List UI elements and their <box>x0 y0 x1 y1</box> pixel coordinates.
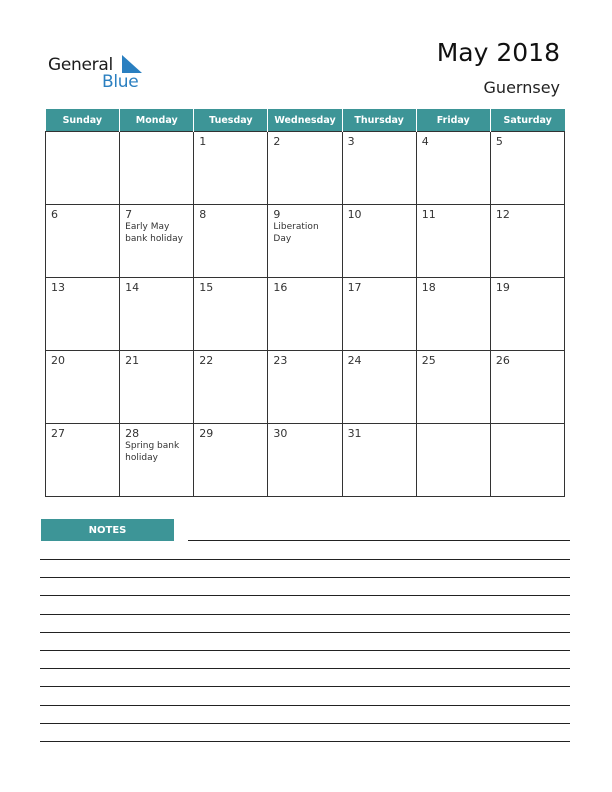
notes-rule-line <box>188 540 570 541</box>
week-row <box>46 424 565 497</box>
day-cell <box>342 132 416 205</box>
day-number: 30 <box>273 427 288 440</box>
day-cell <box>268 424 342 497</box>
notes-rule-line <box>40 614 570 615</box>
day-number: 22 <box>199 354 214 367</box>
day-cell <box>120 205 194 278</box>
day-number: 5 <box>495 135 503 148</box>
day-number: 27 <box>51 427 65 440</box>
weekday-header: Saturday <box>490 109 564 132</box>
day-number: 11 <box>421 208 436 221</box>
day-cell <box>416 132 490 205</box>
day-cell <box>342 424 416 497</box>
weekday-header: Monday <box>120 109 194 132</box>
day-number: 25 <box>421 354 436 367</box>
day-cell <box>46 205 120 278</box>
day-cell <box>416 205 490 278</box>
holiday-label: Liberation Day <box>273 222 319 244</box>
notes-rule-line <box>40 741 570 742</box>
day-cell <box>46 132 120 205</box>
day-cell <box>342 205 416 278</box>
day-number: 29 <box>199 427 214 440</box>
day-cell <box>342 278 416 351</box>
notes-rule-line <box>40 559 570 560</box>
day-cell <box>342 351 416 424</box>
notes-rule-line <box>40 668 570 669</box>
day-number: 1 <box>199 135 207 148</box>
day-cell <box>490 278 564 351</box>
week-row <box>46 351 565 424</box>
day-cell <box>46 351 120 424</box>
logo-triangle-icon <box>122 55 142 73</box>
weekday-header: Tuesday <box>194 109 268 132</box>
day-number: 14 <box>125 281 140 294</box>
month-calendar-grid <box>45 109 565 497</box>
day-number: 24 <box>347 354 362 367</box>
day-number: 6 <box>51 208 58 221</box>
weekday-header: Sunday <box>46 109 120 132</box>
holiday-label: Early May bank holiday <box>125 222 183 244</box>
day-cell <box>194 278 268 351</box>
notes-rule-line <box>40 577 570 578</box>
day-cell <box>490 424 564 497</box>
day-cell <box>194 424 268 497</box>
general-blue-logo <box>48 52 158 94</box>
notes-rule-line <box>40 632 570 633</box>
day-cell <box>268 205 342 278</box>
notes-label: NOTES <box>41 519 174 541</box>
logo-word-general: General <box>48 55 113 75</box>
day-cell <box>268 351 342 424</box>
day-cell <box>46 278 120 351</box>
weekday-header-row <box>46 109 565 132</box>
day-cell <box>120 278 194 351</box>
day-number: 31 <box>347 427 362 440</box>
day-number: 26 <box>495 354 510 367</box>
day-number: 8 <box>199 208 207 221</box>
day-cell <box>490 132 564 205</box>
day-number: 7 <box>125 208 133 221</box>
logo-word-blue: Blue <box>102 72 139 92</box>
week-row <box>46 132 565 205</box>
day-number: 4 <box>421 135 429 148</box>
notes-rule-line <box>40 686 570 687</box>
day-cell <box>46 424 120 497</box>
week-row <box>46 205 565 278</box>
day-cell <box>120 351 194 424</box>
day-cell <box>194 205 268 278</box>
week-row <box>46 278 565 351</box>
day-number: 9 <box>273 208 281 221</box>
day-number: 23 <box>273 354 288 367</box>
day-number: 20 <box>51 354 65 367</box>
day-number: 2 <box>273 135 281 148</box>
day-cell <box>490 205 564 278</box>
day-number: 12 <box>495 208 510 221</box>
calendar-title: May 2018 <box>436 38 560 67</box>
holiday-label: Spring bank holiday <box>125 441 180 463</box>
day-number: 10 <box>347 208 362 221</box>
day-cell <box>194 351 268 424</box>
day-cell <box>268 278 342 351</box>
day-number: 17 <box>347 281 362 294</box>
day-number: 28 <box>125 427 140 440</box>
day-number: 15 <box>199 281 214 294</box>
day-cell <box>416 278 490 351</box>
day-cell <box>268 132 342 205</box>
weekday-header: Thursday <box>342 109 416 132</box>
day-number: 13 <box>51 281 65 294</box>
notes-rule-line <box>40 595 570 596</box>
notes-rule-line <box>40 723 570 724</box>
day-number: 19 <box>495 281 510 294</box>
day-cell <box>490 351 564 424</box>
day-number: 3 <box>347 135 355 148</box>
day-cell <box>120 132 194 205</box>
day-number: 18 <box>421 281 436 294</box>
day-number: 21 <box>125 354 140 367</box>
weekday-header: Wednesday <box>268 109 342 132</box>
day-cell <box>194 132 268 205</box>
day-cell <box>416 351 490 424</box>
calendar-country: Guernsey <box>483 78 560 97</box>
day-number: 16 <box>273 281 288 294</box>
day-cell <box>416 424 490 497</box>
notes-rule-line <box>40 650 570 651</box>
weekday-header: Friday <box>416 109 490 132</box>
day-cell <box>120 424 194 497</box>
notes-rule-line <box>40 705 570 706</box>
